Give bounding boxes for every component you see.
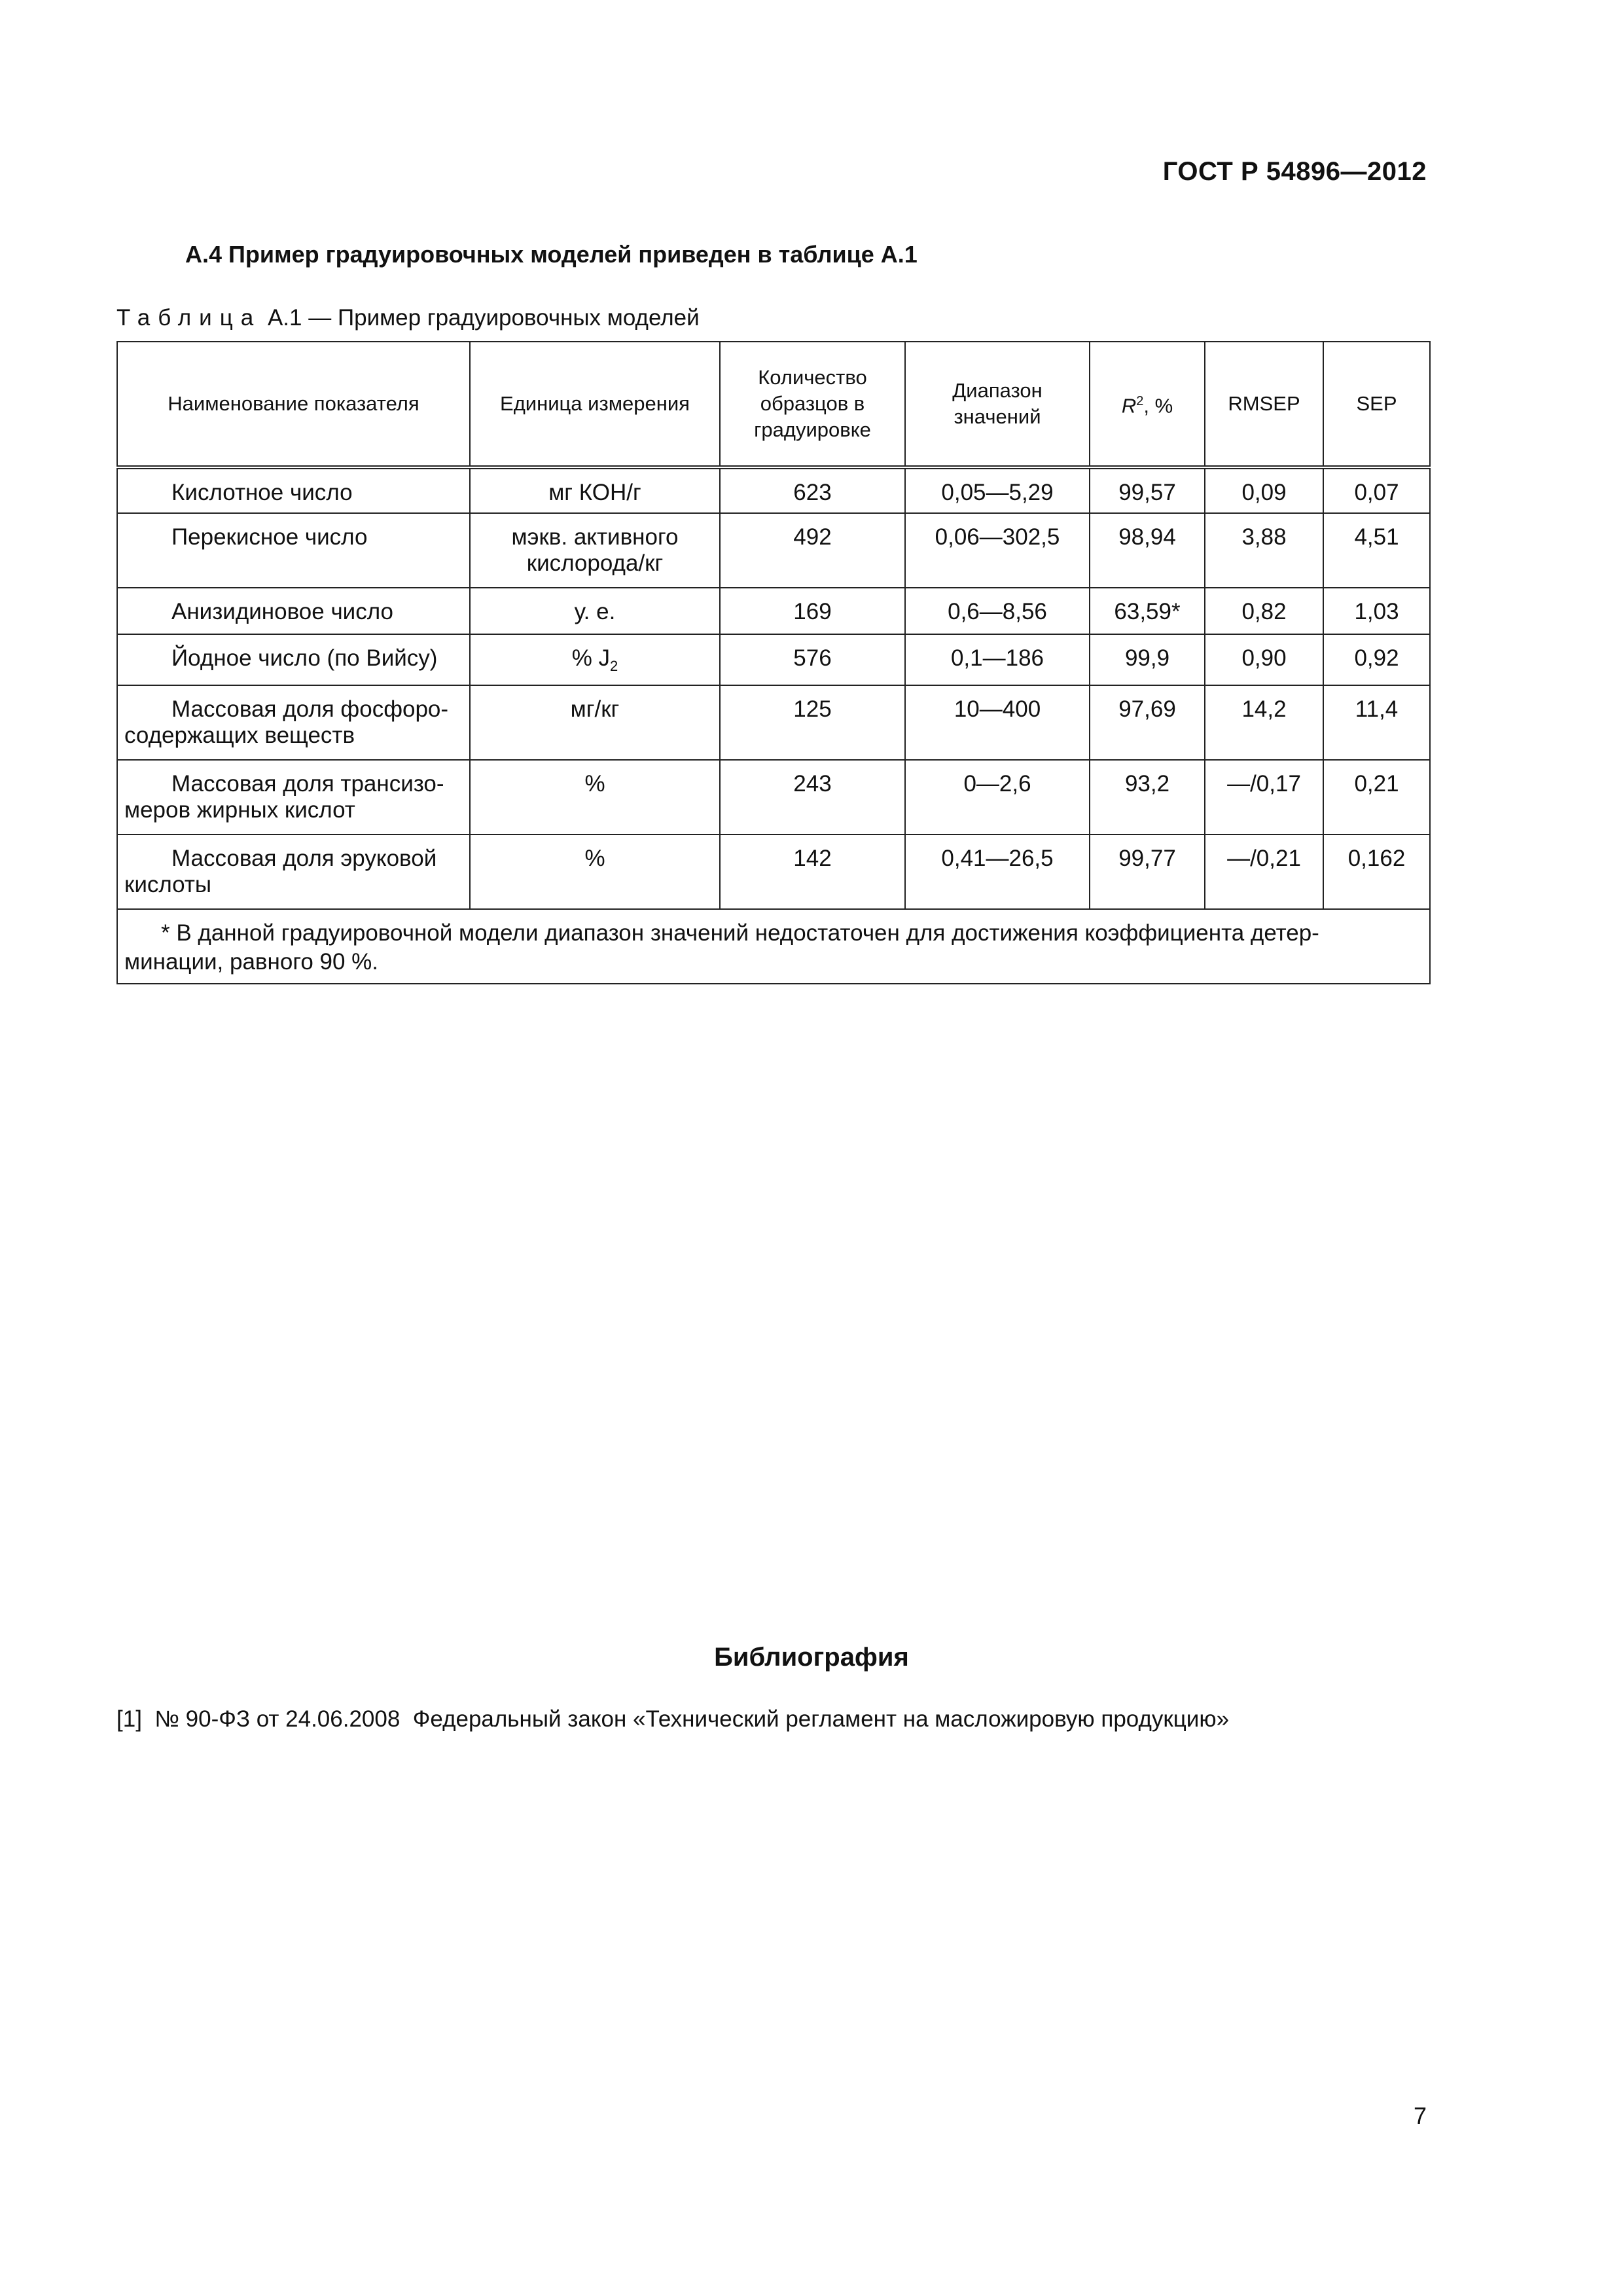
- cell-indicator: [117, 513, 470, 588]
- section-heading: А.4 Пример градуировочных моделей приведен в таблице А.1: [185, 241, 918, 268]
- cell-indicator: [117, 834, 470, 909]
- cell-unit: %: [470, 834, 720, 909]
- cell-rmsep: 0,82: [1205, 588, 1323, 634]
- cell-count: 142: [720, 834, 905, 909]
- column-header-range: Диапазон значений: [905, 342, 1090, 467]
- table-row: [117, 834, 1430, 909]
- cell-range: 10—400: [905, 685, 1090, 760]
- cell-count: 492: [720, 513, 905, 588]
- table-row: [117, 467, 1430, 513]
- cell-rmsep: 0,90: [1205, 634, 1323, 685]
- cell-indicator-text: Йодное число (по Вийсу): [171, 645, 438, 671]
- cell-count: 576: [720, 634, 905, 685]
- column-header-r2: [1090, 342, 1205, 467]
- cell-sep: 11,4: [1323, 685, 1430, 760]
- cell-r2: 98,94: [1090, 513, 1205, 588]
- cell-unit-subscript: 2: [610, 658, 618, 674]
- cell-indicator-line1: Массовая доля фосфоро-: [171, 696, 449, 722]
- cell-indicator: [117, 685, 470, 760]
- cell-r2: 99,77: [1090, 834, 1205, 909]
- cell-indicator-text: Анизидиновое число: [171, 599, 394, 624]
- table-row: [117, 685, 1430, 760]
- cell-sep: 0,21: [1323, 760, 1430, 834]
- cell-r2: 99,9: [1090, 634, 1205, 685]
- table-row: [117, 634, 1430, 685]
- table-caption-prefix: Таблица: [116, 305, 262, 331]
- table-footnote-row: [117, 909, 1430, 984]
- cell-indicator-line2: содержащих веществ: [124, 723, 355, 748]
- cell-indicator-text: Кислотное число: [171, 480, 353, 505]
- table-caption-title: А.1 — Пример градуировочных моделей: [261, 305, 700, 331]
- cell-sep: 0,162: [1323, 834, 1430, 909]
- table-header-row: [117, 342, 1430, 467]
- column-header-unit: Единица измерения: [470, 342, 720, 467]
- cell-sep: 0,92: [1323, 634, 1430, 685]
- cell-range: 0,05—5,29: [905, 467, 1090, 513]
- cell-indicator-text: Перекисное число: [171, 524, 368, 550]
- document-code: ГОСТ Р 54896—2012: [1162, 157, 1427, 186]
- cell-indicator: [117, 634, 470, 685]
- cell-sep: 1,03: [1323, 588, 1430, 634]
- cell-unit: мг/кг: [470, 685, 720, 760]
- cell-count: 623: [720, 467, 905, 513]
- cell-count: 243: [720, 760, 905, 834]
- table-row: [117, 760, 1430, 834]
- cell-unit-main: % J: [571, 645, 611, 671]
- cell-range: 0,06—302,5: [905, 513, 1090, 588]
- cell-unit: %: [470, 760, 720, 834]
- footnote-line1: * В данной градуировочной модели диапазон значений недостаточен для достижения коэффициента детер-: [161, 920, 1319, 946]
- column-header-rmsep: RMSEP: [1205, 342, 1323, 467]
- cell-range: 0,1—186: [905, 634, 1090, 685]
- cell-r2: 93,2: [1090, 760, 1205, 834]
- r2-superscript: 2: [1136, 394, 1144, 409]
- cell-range: 0,41—26,5: [905, 834, 1090, 909]
- bibliography-title: Библиография: [714, 1643, 909, 1672]
- cell-rmsep: —/0,21: [1205, 834, 1323, 909]
- cell-indicator: [117, 588, 470, 634]
- column-header-sep: SEP: [1323, 342, 1430, 467]
- cell-r2: 99,57: [1090, 467, 1205, 513]
- cell-indicator-line2: кислоты: [124, 872, 212, 897]
- cell-range: 0—2,6: [905, 760, 1090, 834]
- cell-indicator-line2: меров жирных кислот: [124, 797, 355, 823]
- r2-symbol: R: [1121, 394, 1137, 418]
- cell-indicator: [117, 760, 470, 834]
- footnote-line2: минации, равного 90 %.: [124, 949, 379, 975]
- table-footnote: [117, 909, 1430, 984]
- table-row: [117, 513, 1430, 588]
- cell-count: 169: [720, 588, 905, 634]
- column-header-indicator: Наименование показателя: [117, 342, 470, 467]
- cell-count: 125: [720, 685, 905, 760]
- cell-indicator: [117, 467, 470, 513]
- cell-rmsep: 14,2: [1205, 685, 1323, 760]
- cell-unit: у. е.: [470, 588, 720, 634]
- cell-unit: мэкв. активного кислорода/кг: [470, 513, 720, 588]
- cell-unit: [470, 634, 720, 685]
- page-number: 7: [1413, 2102, 1427, 2129]
- column-header-sample-count: Количество образцов в градуировке: [720, 342, 905, 467]
- r2-suffix: , %: [1143, 394, 1173, 418]
- cell-range: 0,6—8,56: [905, 588, 1090, 634]
- cell-indicator-line1: Массовая доля эруковой: [171, 846, 437, 871]
- bibliography-entry: [1] № 90-ФЗ от 24.06.2008 Федеральный закон «Технический регламент на масложировую продукцию»: [116, 1706, 1230, 1732]
- cell-rmsep: 0,09: [1205, 467, 1323, 513]
- cell-unit: мг КОН/г: [470, 467, 720, 513]
- table-row: [117, 588, 1430, 634]
- calibration-models-table: [116, 341, 1431, 984]
- cell-rmsep: 3,88: [1205, 513, 1323, 588]
- cell-sep: 4,51: [1323, 513, 1430, 588]
- cell-r2: 63,59*: [1090, 588, 1205, 634]
- cell-rmsep: —/0,17: [1205, 760, 1323, 834]
- cell-r2: 97,69: [1090, 685, 1205, 760]
- cell-sep: 0,07: [1323, 467, 1430, 513]
- cell-indicator-line1: Массовая доля трансизо-: [171, 771, 444, 797]
- table-caption: [116, 305, 700, 331]
